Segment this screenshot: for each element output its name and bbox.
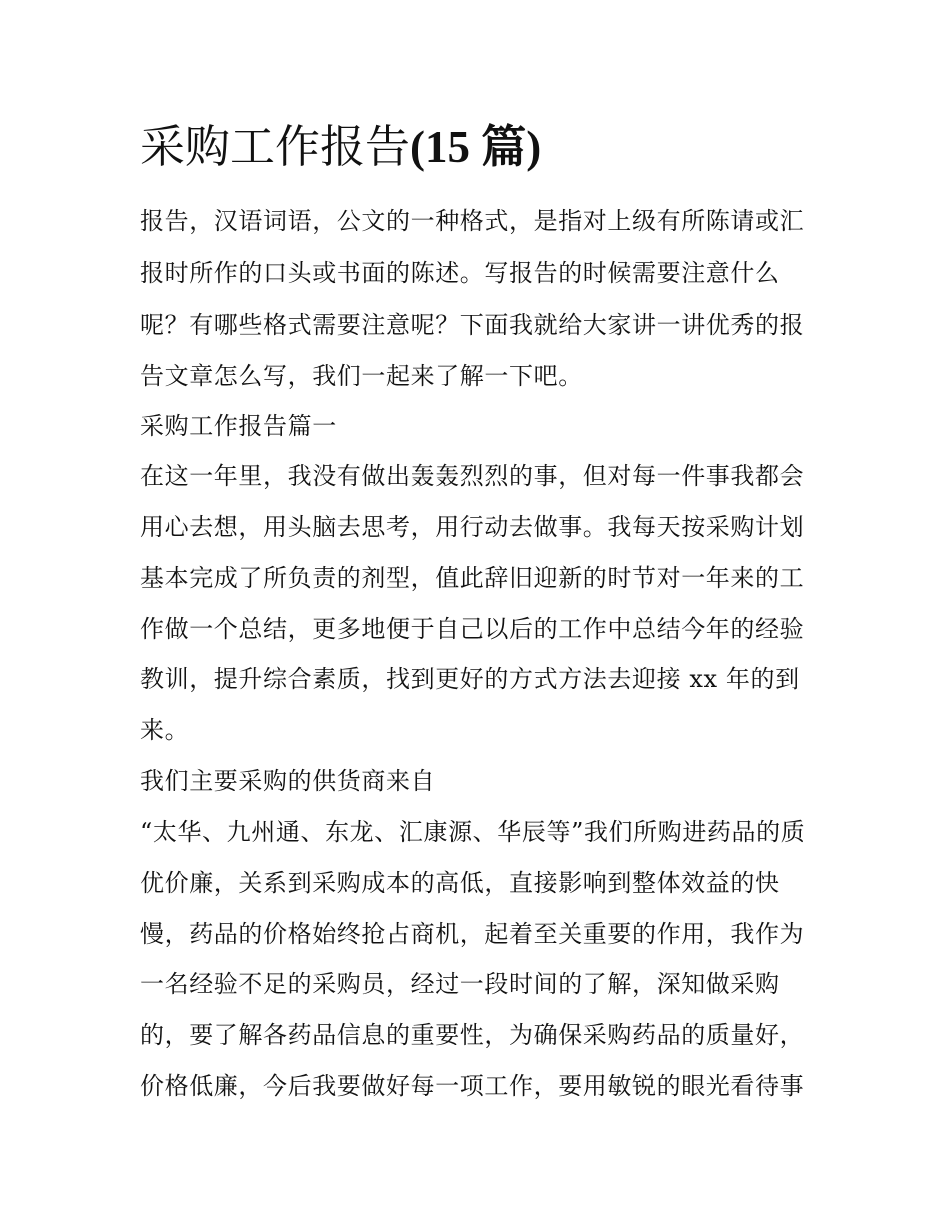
body-line-6: 来。 [140, 716, 190, 744]
body-line-13: 价格低廉，今后我要做好每一项工作，要用敏锐的眼光看待事 [140, 1072, 805, 1100]
body-line-3: 基本完成了所负责的剂型，值此辞旧迎新的时节对一年来的工 [140, 564, 805, 592]
intro-line-3: 呢？有哪些格式需要注意呢？下面我就给大家讲一讲优秀的报 [140, 311, 805, 339]
intro-line-4: 告文章怎么写，我们一起来了解一下吧。 [140, 362, 583, 390]
title-suffix: (15 篇) [410, 122, 542, 172]
body-line-9: 优价廉，关系到采购成本的高低，直接影响到整体效益的快 [140, 869, 780, 897]
page-title [140, 112, 541, 182]
body-line-7: 我们主要采购的供货商来自 [140, 767, 436, 795]
body-line-10: 慢，药品的价格始终抢占商机，起着至关重要的作用，我作为 [140, 920, 805, 948]
intro-line-1: 报告，汉语词语，公文的一种格式，是指对上级有所陈请或汇 [140, 207, 805, 235]
body-line-5: 教训，提升综合素质，找到更好的方式方法去迎接 xx 年的到 [140, 665, 800, 693]
body-line-11: 一名经验不足的采购员，经过一段时间的了解，深知做采购 [140, 970, 780, 998]
body-line-1: 在这一年里，我没有做出轰轰烈烈的事，但对每一件事我都会 [140, 462, 805, 490]
body-line-4: 作做一个总结，更多地便于自己以后的工作中总结今年的经验 [140, 615, 805, 643]
body-line-12: 的，要了解各药品信息的重要性，为确保采购药品的质量好， [140, 1021, 805, 1049]
body-line-8: “太华、九州通、东龙、汇康源、华辰等”我们所购进药品的质 [140, 818, 806, 846]
section-heading: 采购工作报告篇一 [140, 412, 337, 440]
body-line-2: 用心去想，用头脑去思考，用行动去做事。我每天按采购计划 [140, 513, 805, 541]
title-text: 采购工作报告 [140, 120, 411, 173]
intro-line-2: 报时所作的口头或书面的陈述。写报告的时候需要注意什么 [140, 259, 780, 287]
